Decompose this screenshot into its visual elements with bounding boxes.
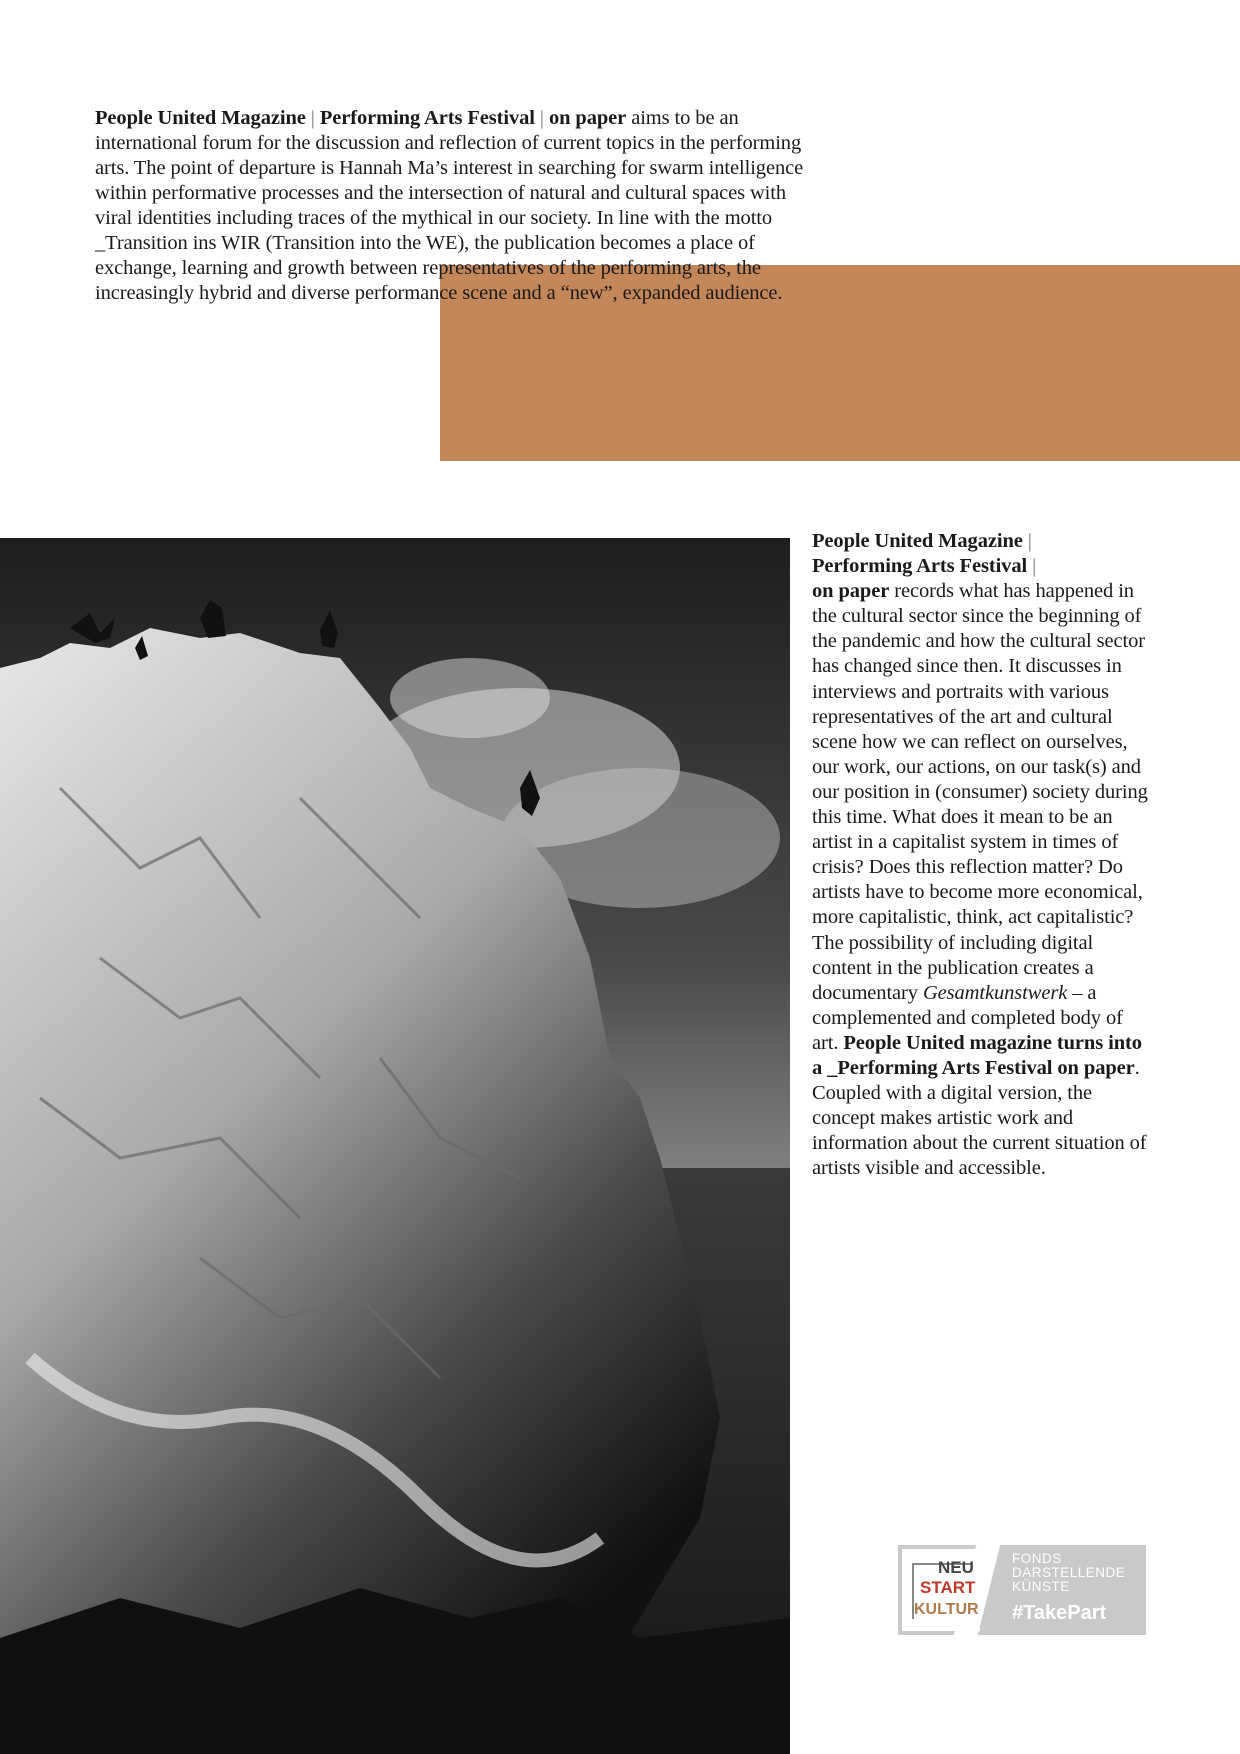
logo-kultur-text: KULTUR	[914, 1601, 979, 1618]
logo-start-text: START	[920, 1578, 976, 1597]
rock-photo-illustration	[0, 538, 790, 1754]
side-title-festival: Performing Arts Festival	[812, 555, 1028, 578]
intro-title-festival: Performing Arts Festival	[319, 107, 535, 129]
logo-fonds-text: FONDS	[1012, 1551, 1062, 1566]
intro-separator-1: |	[305, 107, 320, 129]
side-body-text-3: . Coupled with a digital version, the concept makes artistic work and information about the current situation of artists visible and accessible.	[812, 1056, 1147, 1180]
intro-title-on-paper: on paper	[548, 107, 627, 129]
side-separator-2: |	[1027, 555, 1037, 578]
logo-takepart-text: #TakePart	[1012, 1602, 1107, 1624]
rock-birds-photo	[0, 538, 790, 1754]
side-body-text-1: records what has happened in the cultural sector since the beginning of the pandemic and how the cultural sector has changed since then. It discusses in interviews and portraits with various representatives of the art and cultural scene how we can reflect on ourselves, our work, our actions, on our task(s) and our position in (consumer) society during this time. What does it mean to be an artist in a capitalist system in times of crisis? Does this reflection matter? Do artists have to become more economical, more capitalistic, think, act capitalistic? The possibility of including digital content in the publication creates a documentary	[812, 580, 1148, 1004]
intro-separator-2: |	[534, 107, 549, 129]
side-bold-statement: People United magazine turns into a _Performing Arts Festival on paper	[812, 1031, 1142, 1079]
logo-darstellende-text: DARSTELLENDE	[1012, 1565, 1126, 1580]
neustart-kultur-logo	[902, 1549, 980, 1631]
side-title-magazine: People United Magazine	[812, 530, 1023, 552]
fonds-darstellende-kuenste-logo	[1012, 1552, 1142, 1625]
side-title-on-paper: on paper	[812, 580, 890, 603]
side-separator-1: |	[1022, 530, 1032, 552]
intro-body-text: aims to be an international forum for the discussion and reflection of current topics in the performing arts. The point of departure is Hannah Ma’s interest in searching for swarm intelligence within performative processes and the intersection of natural and cultural spaces with viral identities including traces of the mythical in our society. In line with the motto _Transition ins WIR (Transition into the WE), the publication becomes a place of exchange, learning and growth between representatives of the performing arts, the increasingly hybrid and diverse performance scene and a “new”, expanded audience.	[95, 107, 804, 304]
logo-neu-text: NEU	[938, 1558, 974, 1577]
intro-paragraph	[95, 106, 820, 306]
side-italic-term: Gesamtkunstwerk	[922, 981, 1068, 1004]
side-paragraph	[812, 529, 1148, 1181]
side-body-text-2: – a complemented and completed body of art.	[812, 981, 1123, 1054]
logo-kuenste-text: KÜNSTE	[1012, 1579, 1070, 1594]
intro-title-magazine: People United Magazine	[95, 107, 306, 129]
